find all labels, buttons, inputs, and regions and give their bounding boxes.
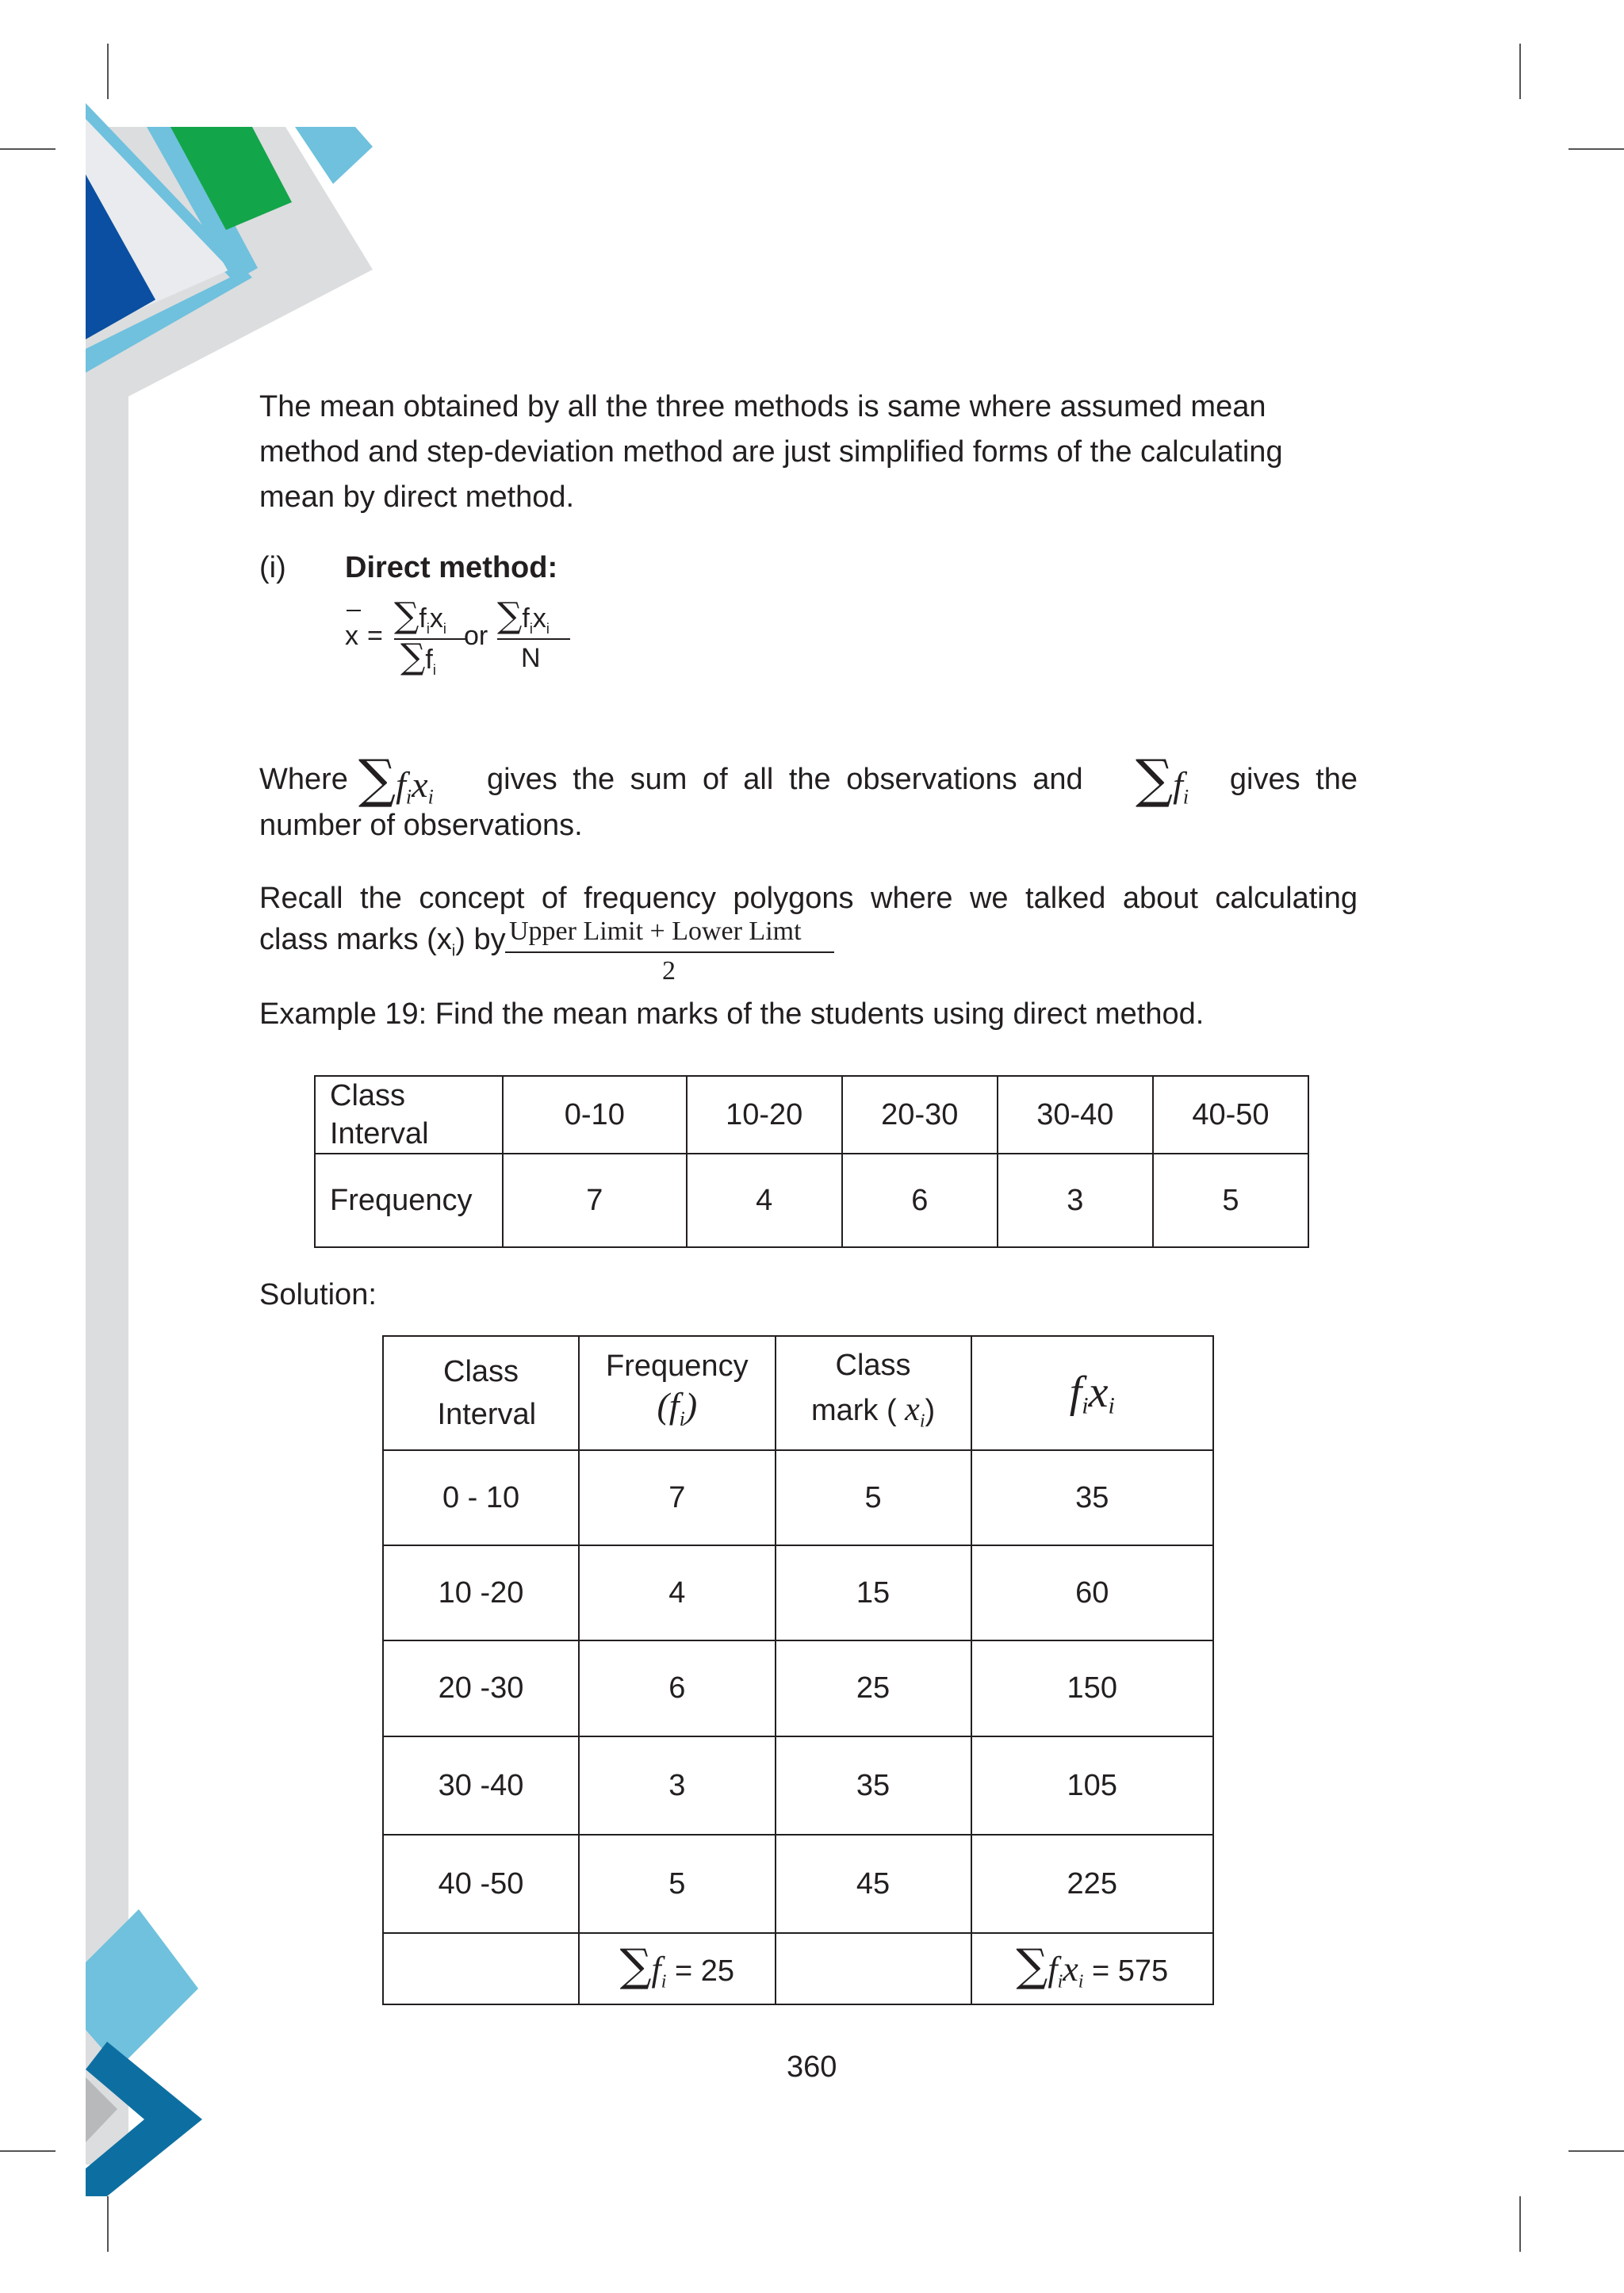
interval-cell: 20 -30 — [383, 1640, 579, 1736]
frequency-cell: 6 — [842, 1154, 998, 1247]
table-row — [383, 1640, 1213, 1736]
interval-cell: 10-20 — [687, 1076, 842, 1154]
sum-fx-symbol: $\sum f_ix_i$ — [358, 748, 434, 810]
frequency-cell: 7 — [503, 1154, 687, 1247]
frequency-cell: 4 — [687, 1154, 842, 1247]
table-row — [383, 1736, 1213, 1835]
equals-sign: = — [367, 621, 383, 651]
header-class-mark: Class mark ( $x_i$) — [776, 1336, 971, 1450]
frequency-cell: 3 — [579, 1736, 776, 1835]
where-mid-text: gives the sum of all the observations and — [487, 763, 1083, 796]
where-line-2: number of observations. — [259, 809, 583, 842]
intro-line-2: method and step-deviation method are just simplified forms of the calculating — [259, 435, 1283, 469]
header-class-interval: Class Interval — [315, 1076, 503, 1154]
example-table — [314, 1075, 1309, 1248]
frequency-cell: 4 — [579, 1545, 776, 1640]
class-mark-cell: 45 — [776, 1835, 971, 1933]
recall-line-1: Recall the concept of frequency polygons where we talked about calculating — [259, 882, 1358, 915]
frequency-cell: 5 — [1153, 1154, 1308, 1247]
interval-cell: 0-10 — [503, 1076, 687, 1154]
item-marker: (i) — [259, 551, 286, 584]
frequency-cell: 7 — [579, 1450, 776, 1545]
class-mark-denominator: 2 — [662, 956, 676, 986]
where-word: Where — [259, 763, 348, 796]
fx-cell: 60 — [971, 1545, 1213, 1640]
class-mark-cell: 5 — [776, 1450, 971, 1545]
empty-cell — [383, 1933, 579, 2004]
recall-line-2: class marks $(x_i)$ by Upper Limit + Lower Limt 2 — [259, 918, 894, 982]
fx-cell: 150 — [971, 1640, 1213, 1736]
denominator-n: N — [521, 643, 541, 673]
interval-cell: 0 - 10 — [383, 1450, 579, 1545]
interval-cell: 40-50 — [1153, 1076, 1308, 1154]
frequency-cell: 5 — [579, 1835, 776, 1933]
header-fx: $f_ix_i$ — [971, 1336, 1213, 1450]
intro-line-3: mean by direct method. — [259, 480, 575, 514]
class-mark-cell: 15 — [776, 1545, 971, 1640]
table-row — [383, 1835, 1213, 1933]
table-row — [383, 1336, 1213, 1450]
numerator-1: $\sum f_ix_i$ — [394, 595, 446, 637]
interval-cell: 10 -20 — [383, 1545, 579, 1640]
sum-fx-cell: $\sum f_ix_i = 575$ — [971, 1933, 1213, 2004]
class-mark-numerator: Upper Limit + Lower Limt — [509, 917, 802, 946]
table-row — [383, 1545, 1213, 1640]
intro-line-1: The mean obtained by all the three methods is same where assumed mean — [259, 390, 1266, 423]
x-bar-symbol: x — [345, 621, 358, 652]
table-row — [383, 1933, 1213, 2004]
interval-cell: 30-40 — [998, 1076, 1153, 1154]
class-mark-cell: 35 — [776, 1736, 971, 1835]
sum-f-symbol: $\sum f_i$ — [1136, 748, 1189, 810]
section-heading: Direct method: — [345, 551, 558, 584]
interval-cell: 30 -40 — [383, 1736, 579, 1835]
class-mark-cell: 25 — [776, 1640, 971, 1736]
empty-cell — [776, 1933, 971, 2004]
table-row — [315, 1076, 1308, 1154]
fx-cell: 35 — [971, 1450, 1213, 1545]
frequency-cell: 3 — [998, 1154, 1153, 1247]
left-border-strip — [86, 396, 128, 2165]
fx-cell: 105 — [971, 1736, 1213, 1835]
solution-label: Solution: — [259, 1278, 377, 1311]
interval-cell: 20-30 — [842, 1076, 998, 1154]
fraction-bar-2 — [497, 638, 570, 640]
table-row — [383, 1450, 1213, 1545]
where-line-1 — [259, 748, 1358, 810]
page-number: 360 — [787, 2050, 837, 2084]
header-frequency: Frequency $(f_i)$ — [579, 1336, 776, 1450]
interval-cell: 40 -50 — [383, 1835, 579, 1933]
fx-cell: 225 — [971, 1835, 1213, 1933]
header-frequency: Frequency — [315, 1154, 503, 1247]
class-mark-fraction-bar — [505, 951, 834, 953]
where-end-text: gives the — [1229, 763, 1358, 796]
sum-f-cell: $\sum f_i = 25$ — [579, 1933, 776, 2004]
frequency-cell: 6 — [579, 1640, 776, 1736]
header-class-interval: Class Interval — [383, 1336, 579, 1450]
mean-formula — [345, 595, 583, 694]
denominator-1: $\sum f_i$ — [400, 637, 436, 678]
example-text: Example 19: Find the mean marks of the students using direct method. — [259, 997, 1205, 1031]
or-text: or — [464, 621, 488, 651]
solution-table — [382, 1335, 1214, 2005]
table-row — [315, 1154, 1308, 1247]
numerator-2: $\sum f_ix_i$ — [497, 595, 550, 637]
